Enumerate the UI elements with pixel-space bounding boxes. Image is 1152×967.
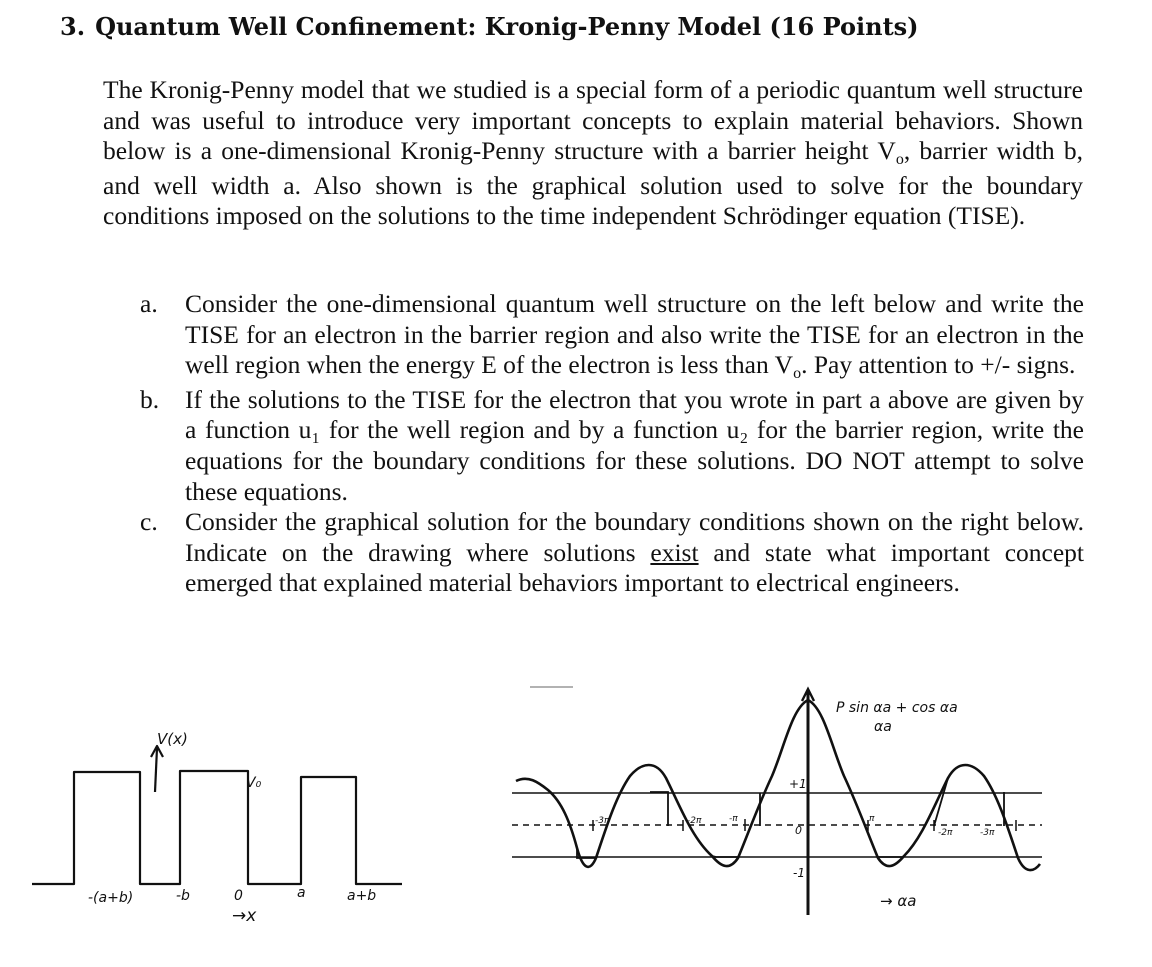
- right-tick-3pi: -3π: [980, 828, 995, 838]
- intro-text-2: , barrier width b, and well width a. Also shown is the graphical solution used to solve for the boundary conditions imposed on the solutions to the time independent Schrödinger equation (TISE).: [103, 136, 1084, 231]
- tick-a: a: [297, 885, 306, 901]
- potential-diagram: [32, 746, 402, 884]
- left-tick-neg-2pi: -2π: [687, 816, 702, 826]
- part-a-marker: a.: [140, 289, 158, 318]
- graphical-solution: [512, 687, 1042, 915]
- minus-one-label: -1: [793, 866, 805, 880]
- left-tick-neg-3pi: -3π: [595, 816, 610, 826]
- alpha-a-axis-label: → αa: [880, 892, 917, 910]
- potential-axis-arrow: [155, 748, 157, 792]
- question-number: 3.: [60, 12, 86, 41]
- question-title-text: Quantum Well Confinement: Kronig-Penny Model (16 Points): [95, 12, 919, 41]
- right-tick-2pi: -2π: [938, 828, 953, 838]
- part-b-text: If the solutions to the TISE for the electron that you wrote in part a above are given by a function u₁ for the well region and by a function u₂ for the barrier region, write the equations for the boundary conditions for these solutions. DO NOT attempt to solve these equations.: [185, 384, 1084, 506]
- part-b-marker: b.: [140, 384, 160, 414]
- tick-a-plus-b: a+b: [347, 888, 377, 904]
- potential-ylabel: V(x): [157, 730, 188, 748]
- tick-zero: 0: [234, 888, 243, 904]
- potential-profile: [32, 771, 402, 884]
- part-c-marker: c.: [140, 507, 158, 537]
- part-a-subscript: o: [793, 365, 802, 383]
- left-tick-neg-pi: -π: [729, 814, 738, 824]
- intro-text-1: The Kronig-Penny model that we studied is a special form of a periodic quantum well structure and was useful to introduce very important concepts to explain material behaviors. Shown below is a one-dimensional Kronig-Penny structure with a barrier height V: [103, 75, 1083, 166]
- tick-neg-b: -b: [176, 888, 190, 904]
- part-a-text-1: Consider the one-dimensional quantum well structure on the left below and write the TISE for an electron in the barrier region and also write the TISE for an electron in the well region when the energy E of the electron is less than V: [185, 289, 1084, 380]
- zero-label: 0: [795, 824, 802, 837]
- x-axis-label: →x: [232, 906, 257, 926]
- function-curve: [516, 700, 1040, 870]
- part-c-text-1: Consider the graphical solution for the boundary conditions shown on the right below. Indicate on the drawing where solutions: [185, 507, 1084, 567]
- function-label-top: P sin αa + cos αa: [836, 700, 958, 716]
- plus-one-label: +1: [789, 777, 807, 791]
- part-c-text-2: and state what important concept emerged that explained material behaviors important to electrical engineers.: [185, 537, 1084, 598]
- tick-neg-a-plus-b: -(a+b): [88, 890, 134, 906]
- part-a-text-2: . Pay attention to +/- signs.: [801, 350, 1076, 380]
- barrier-height-label: V₀: [246, 775, 262, 791]
- right-tick-pi: π: [869, 814, 875, 824]
- intro-subscript: o: [895, 151, 904, 169]
- part-c-underlined: exist: [650, 537, 699, 567]
- function-label-bottom: αa: [874, 719, 892, 735]
